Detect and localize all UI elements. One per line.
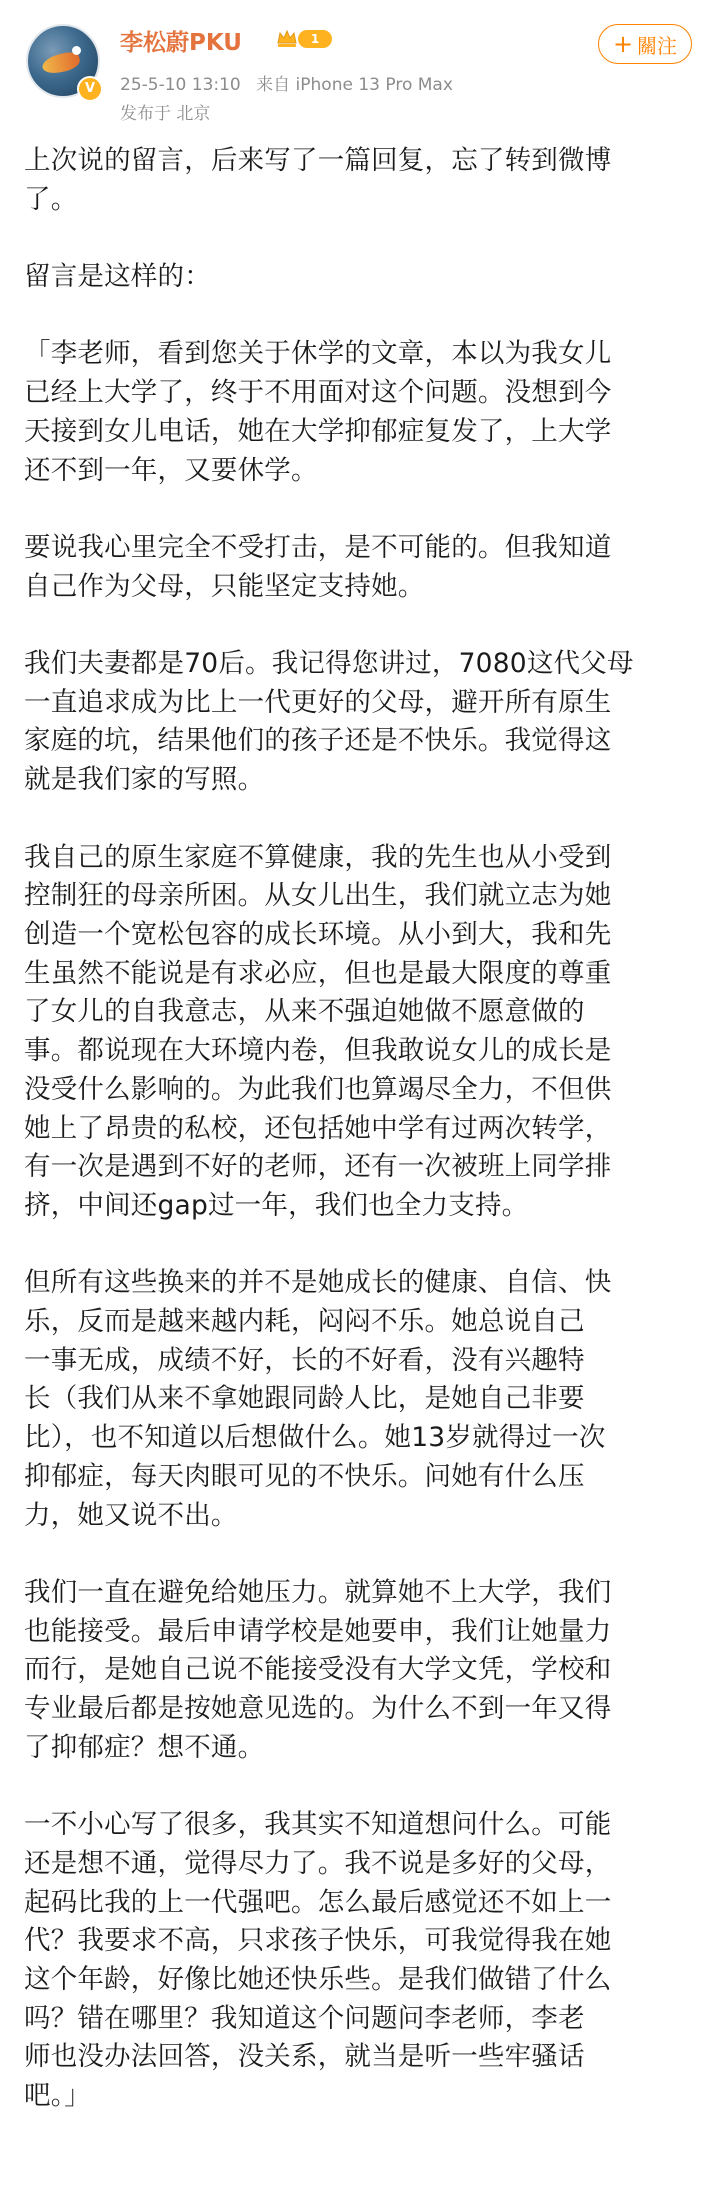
- post-header: [0, 0, 720, 130]
- post-text-line: 创造一个宽松包容的成长环境。从小到大，我和先: [24, 918, 612, 950]
- post-text-line: 事。都说现在大环境内卷，但我敢说女儿的成长是: [24, 1035, 612, 1067]
- post-text-line: 代？我要求不高，只求孩子快乐，可我觉得我在她: [24, 1925, 612, 1957]
- avatar-eye: [72, 46, 81, 55]
- post-paragraph: [24, 142, 696, 219]
- verified-icon: V: [77, 76, 103, 102]
- crown-icon: [276, 27, 298, 49]
- post-text-line: 起码比我的上一代强吧。怎么最后感觉还不如上一: [24, 1886, 612, 1918]
- post-text-line: 我们夫妻都是70后。我记得您讲过，7080这代父母: [24, 648, 634, 680]
- post-text-line: 吗？错在哪里？我知道这个问题问李老师，李老: [24, 2002, 585, 2034]
- post-text-line: 还不到一年，又要休学。: [24, 454, 318, 486]
- post-text-line: 抑郁症，每天肉眼可见的不快乐。问她有什么压: [24, 1460, 585, 1492]
- post-text-line: 生虽然不能说是有求必应，但也是最大限度的尊重: [24, 957, 612, 989]
- post-text-line: 上次说的留言，后来写了一篇回复，忘了转到微博: [24, 145, 612, 176]
- post-paragraph: [24, 529, 696, 606]
- post-text-line: 比），也不知道以后想做什么。她13岁就得过一次: [24, 1422, 606, 1454]
- plus-icon: +: [612, 30, 634, 58]
- post-text-line: 也能接受。最后申请学校是她要申，我们让她量力: [24, 1615, 612, 1647]
- post-paragraph: [24, 1264, 696, 1535]
- post-paragraph: [24, 1806, 696, 2116]
- post-text-line: 我自己的原生家庭不算健康，我的先生也从小受到: [24, 841, 612, 873]
- post-text-line: 要说我心里完全不受打击，是不可能的。但我知道: [24, 531, 612, 563]
- post-text-line: 一不小心写了很多，我其实不知道想问什么。可能: [24, 1809, 612, 1841]
- post-text-line: 挤，中间还gap过一年，我们也全力支持。: [24, 1189, 529, 1221]
- post-text-line: 师也没办法回答，没关系，就当是听一些牢骚话: [24, 2041, 585, 2073]
- post-meta: [120, 70, 453, 95]
- post-text-line: 长（我们从来不拿她跟同龄人比，是她自己非要: [24, 1383, 585, 1415]
- post-text-line: 乐，反而是越来越内耗，闷闷不乐。她总说自己: [24, 1306, 585, 1337]
- post-text-line: 专业最后都是按她意见选的。为什么不到一年又得: [24, 1693, 612, 1725]
- post-text-line: 而行，是她自己说不能接受没有大学文凭，学校和: [24, 1654, 612, 1686]
- post-text-line: 留言是这样的：: [24, 261, 211, 293]
- post-text-line: 天接到女儿电话，她在大学抑郁症复发了，上大学: [24, 415, 612, 447]
- post-text-line: 但所有这些换来的并不是她成长的健康、自信、快: [24, 1267, 612, 1299]
- post-text-line: 我们一直在避免给她压力。就算她不上大学，我们: [24, 1576, 612, 1608]
- post-text-line: 一直追求成为比上一代更好的父母，避开所有原生: [24, 686, 612, 718]
- post-paragraph: [24, 839, 696, 1226]
- post-paragraph: [24, 1574, 696, 1768]
- post-text-line: 「李老师，看到您关于休学的文章，本以为我女儿: [24, 338, 612, 370]
- post-text-line: 吧。」: [24, 2080, 91, 2112]
- follow-button[interactable]: [598, 24, 692, 64]
- post-text-line: 一事无成，成绩不好，长的不好看，没有兴趣特: [24, 1344, 585, 1376]
- post-text-line: 自己作为父母，只能坚定支持她。: [24, 570, 425, 602]
- post-paragraph: [24, 335, 696, 490]
- post-text-line: 了女儿的自我意志，从来不强迫她做不愿意做的: [24, 996, 585, 1028]
- post-text-line: 家庭的坑，结果他们的孩子还是不快乐。我觉得这: [24, 725, 612, 757]
- post-paragraph: [24, 258, 696, 297]
- post-text-line: 已经上大学了，终于不用面对这个问题。没想到今: [24, 377, 612, 409]
- post-text-line: 她上了昂贵的私校，还包括她中学有过两次转学，: [24, 1112, 612, 1144]
- post-location: 发布于 北京: [120, 104, 211, 124]
- follow-label: 關注: [637, 33, 678, 58]
- level-badge: 1: [298, 30, 332, 48]
- post-body: [24, 142, 696, 2154]
- post-paragraph: [24, 645, 696, 800]
- post-text-line: 就是我们家的写照。: [24, 764, 265, 796]
- post-source: 来自 iPhone 13 Pro Max: [256, 75, 453, 95]
- post-text-line: 控制狂的母亲所困。从女儿出生，我们就立志为她: [24, 880, 612, 912]
- post-text-line: 还是想不通，觉得尽力了。我不说是多好的父母，: [24, 1847, 612, 1879]
- author-name[interactable]: 李松蔚PKU: [120, 30, 242, 56]
- post-text-line: 了抑郁症？想不通。: [24, 1731, 265, 1763]
- post-text-line: 没受什么影响的。为此我们也算竭尽全力，不但供: [24, 1073, 612, 1105]
- post-text-line: 力，她又说不出。: [24, 1499, 238, 1531]
- post-time: 25-5-10 13:10: [120, 75, 241, 95]
- post-text-line: 有一次是遇到不好的老师，还有一次被班上同学排: [24, 1151, 612, 1183]
- post-text-line: 了。: [24, 183, 78, 215]
- post-text-line: 这个年龄，好像比她还快乐些。是我们做错了什么: [24, 1963, 612, 1995]
